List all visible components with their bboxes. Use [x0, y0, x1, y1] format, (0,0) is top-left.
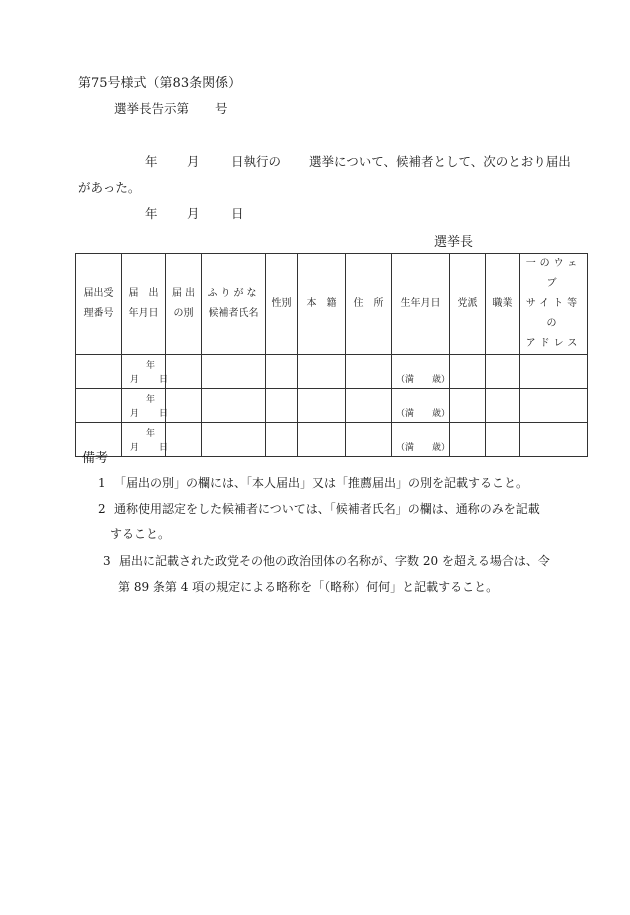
- header-domicile: 本 籍: [298, 254, 346, 355]
- body-day-exec: 日執行の: [231, 154, 282, 169]
- header-filing-date: 届 出 年月日: [122, 254, 166, 355]
- birthdate-cell: （満 歳）: [392, 423, 450, 457]
- body-month: 月: [187, 154, 200, 169]
- header-candidate-name: ふりがな 候補者氏名: [202, 254, 266, 355]
- remark-2-continued: すること。: [110, 527, 171, 541]
- header-occupation: 職業: [486, 254, 520, 355]
- body-text: 選挙について、候補者として、次のとおり届出: [309, 154, 571, 169]
- date-day: 日: [231, 206, 244, 221]
- filing-date-cell: 年 月 日: [122, 423, 166, 457]
- header-receipt-number: 届出受 理番号: [76, 254, 122, 355]
- filing-date-cell: 年 月 日: [122, 355, 166, 389]
- candidate-table: [75, 253, 588, 457]
- date-month: 月: [187, 206, 200, 221]
- body-line-2: があった。: [78, 180, 141, 195]
- body-year: 年: [145, 154, 158, 169]
- header-address: 住 所: [346, 254, 392, 355]
- table-row: [76, 355, 588, 389]
- filing-date-cell: 年 月 日: [122, 389, 166, 423]
- header-party: 党派: [450, 254, 486, 355]
- form-title: 第75号様式（第83条関係）: [78, 76, 242, 91]
- remark-1: 1 「届出の別」の欄には、「本人届出」又は「推薦届出」の別を記載すること。: [98, 476, 529, 490]
- table-row: [76, 389, 588, 423]
- notice-number-line: [114, 99, 228, 117]
- notice-prefix: 選挙長告示第: [114, 101, 190, 116]
- date-line: [145, 204, 244, 222]
- election-chairman-signature: 選挙長: [434, 235, 474, 250]
- birthdate-cell: （満 歳）: [392, 389, 450, 423]
- date-year: 年: [145, 206, 158, 221]
- remark-3: 3 届出に記載された政党その他の政治団体の名称が、字数 20 を超える場合は、令: [103, 554, 550, 568]
- body-line-1: [145, 152, 571, 170]
- header-website: 一のウェブ サイト等の アドレス: [520, 254, 588, 355]
- header-sex: 性別: [266, 254, 298, 355]
- remarks-heading: 備考: [82, 451, 109, 466]
- remark-2: 2 通称使用認定をした候補者については、「候補者氏名」の欄は、通称のみを記載: [98, 502, 540, 516]
- header-filing-type: 届 出 の別: [166, 254, 202, 355]
- remark-3-continued: 第 89 条第 4 項の規定による略称を「（略称）何何」と記載すること。: [118, 580, 499, 594]
- birthdate-cell: （満 歳）: [392, 355, 450, 389]
- header-row: [76, 254, 588, 355]
- header-birthdate: 生年月日: [392, 254, 450, 355]
- notice-suffix: 号: [215, 101, 228, 116]
- table-row: [76, 423, 588, 457]
